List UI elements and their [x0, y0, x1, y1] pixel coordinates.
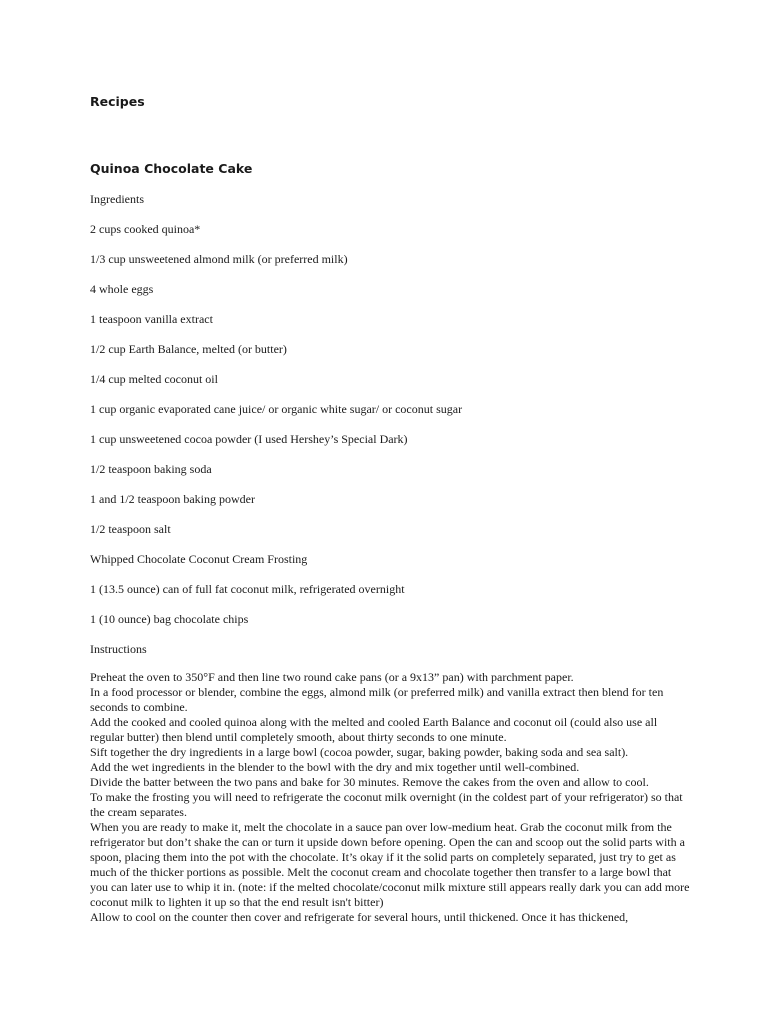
ingredient-line: 1/2 cup Earth Balance, melted (or butter)	[90, 342, 287, 356]
instruction-paragraph: Preheat the oven to 350°F and then line two round cake pans (or a 9x13” pan) with parchment paper.	[90, 670, 574, 684]
ingredient-line: 4 whole eggs	[90, 282, 154, 296]
instruction-paragraph: Allow to cool on the counter then cover and refrigerate for several hours, until thickened. Once it has thickened,	[90, 910, 629, 924]
ingredient-line: 1/2 teaspoon salt	[90, 522, 171, 536]
ingredient-line: 1 and 1/2 teaspoon baking powder	[90, 492, 255, 506]
instructions-block	[90, 670, 690, 925]
frosting-ingredient-line: 1 (10 ounce) bag chocolate chips	[90, 612, 249, 626]
ingredient-line: 1 cup organic evaporated cane juice/ or organic white sugar/ or coconut sugar	[90, 402, 463, 416]
ingredient-line: 1 teaspoon vanilla extract	[90, 312, 213, 326]
document-title: Recipes	[90, 94, 145, 109]
frosting-heading: Whipped Chocolate Coconut Cream Frosting	[90, 552, 308, 566]
instruction-paragraph: To make the frosting you will need to refrigerate the coconut milk overnight (in the coldest part of your refrigerator) so that the cream separates.	[90, 790, 683, 819]
instruction-paragraph: Divide the batter between the two pans and bake for 30 minutes. Remove the cakes from the oven and allow to cool.	[90, 775, 649, 789]
instruction-paragraph: When you are ready to make it, melt the chocolate in a sauce pan over low-medium heat. Grab the coconut milk from the refrigerator but don’t shake the can or turn it upside down before opening. Open the can and scoop out the solid parts with a spoon, placing them into the pot with the chocolate. It’s okay if it the solid parts on completely separated, just try to get as much of the thicker portions as possible. Melt the coconut cream and chocolate together then transfer to a large bowl that you can later use to whip it in. (note: if the melted chocolate/coconut milk mixture still appears really dark you can add more coconut milk to lighten it up so that the end result isn't bitter)	[90, 820, 690, 909]
recipe-title: Quinoa Chocolate Cake	[90, 161, 253, 176]
ingredient-line: 1/3 cup unsweetened almond milk (or preferred milk)	[90, 252, 348, 266]
instruction-paragraph: Add the wet ingredients in the blender to the bowl with the dry and mix together until well-combined.	[90, 760, 580, 774]
ingredient-line: 1/2 teaspoon baking soda	[90, 462, 212, 476]
ingredient-line: 1 cup unsweetened cocoa powder (I used Hershey’s Special Dark)	[90, 432, 408, 446]
instruction-paragraph: Sift together the dry ingredients in a large bowl (cocoa powder, sugar, baking powder, baking soda and sea salt).	[90, 745, 629, 759]
ingredient-line: 2 cups cooked quinoa*	[90, 222, 201, 236]
ingredient-line: 1/4 cup melted coconut oil	[90, 372, 218, 386]
instruction-paragraph: In a food processor or blender, combine the eggs, almond milk (or preferred milk) and vanilla extract then blend for ten seconds to combine.	[90, 685, 664, 714]
frosting-ingredient-line: 1 (13.5 ounce) can of full fat coconut milk, refrigerated overnight	[90, 582, 405, 596]
instructions-heading: Instructions	[90, 642, 147, 656]
ingredients-heading: Ingredients	[90, 192, 144, 206]
recipe-lines	[90, 192, 462, 672]
instruction-paragraph: Add the cooked and cooled quinoa along with the melted and cooled Earth Balance and coconut oil (could also use all regular butter) then blend until completely smooth, about thirty seconds to one minute.	[90, 715, 658, 744]
